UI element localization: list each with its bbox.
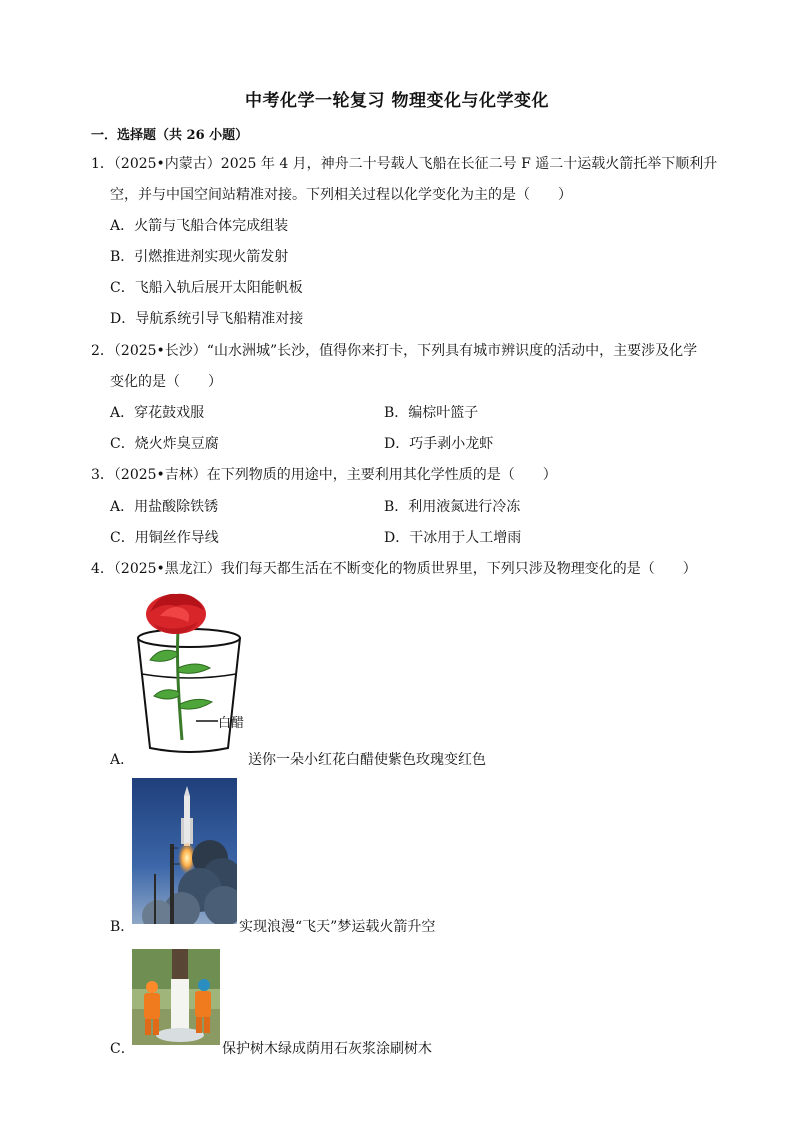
question-2-line-2: 变化的是（ ） bbox=[110, 374, 222, 390]
question-2-option-a[interactable]: A．穿花鼓戏服 bbox=[110, 405, 205, 421]
question-1-option-d[interactable]: D．导航系统引导飞船精准对接 bbox=[110, 311, 304, 327]
question-3-option-d[interactable]: D．干冰用于人工增雨 bbox=[384, 530, 522, 546]
question-4-option-c-caption: 保护树木绿成荫用石灰浆涂刷树木 bbox=[222, 1041, 432, 1057]
section-heading: 一．选择题（共 26 小题） bbox=[91, 128, 249, 143]
question-1-line-2: 空，并与中国空间站精准对接。下列相关过程以化学变化为主的是（ ） bbox=[110, 187, 572, 203]
question-2-option-c[interactable]: C．烧火炸臭豆腐 bbox=[110, 436, 219, 452]
question-2-line-1: 2．（2025•长沙）“山水洲城”长沙，值得你来打卡，下列具有城市辨识度的活动中，主要涉及化学 bbox=[91, 343, 698, 359]
question-3-option-c[interactable]: C．用铜丝作导线 bbox=[110, 530, 219, 546]
question-4-option-a-letter[interactable]: A． bbox=[110, 752, 135, 768]
question-2-option-b[interactable]: B．编棕叶篮子 bbox=[384, 405, 479, 421]
question-4-option-a-caption: 送你一朵小红花白醋使紫色玫瑰变红色 bbox=[248, 752, 486, 768]
question-1-line-1: 1．（2025•内蒙古）2025 年 4 月，神舟二十号载人飞船在长征二号 F 遥二十运载火箭托举下顺利升 bbox=[91, 156, 718, 172]
rose-in-vinegar-image bbox=[130, 590, 250, 758]
question-1-option-a[interactable]: A．火箭与飞船合体完成组装 bbox=[110, 218, 289, 234]
page-title: 中考化学一轮复习 物理变化与化学变化 bbox=[245, 91, 549, 111]
question-4-option-b-letter[interactable]: B． bbox=[110, 919, 135, 935]
tree-whitewash-image bbox=[132, 949, 220, 1045]
question-4-line-1: 4．（2025•黑龙江）我们每天都生活在不断变化的物质世界里，下列只涉及物理变化的是（ ） bbox=[91, 561, 697, 577]
question-1-option-b[interactable]: B．引燃推进剂实现火箭发射 bbox=[110, 249, 289, 265]
question-2-option-d[interactable]: D．巧手剥小龙虾 bbox=[384, 436, 494, 452]
vinegar-label: 白醋 bbox=[218, 716, 245, 731]
question-4-option-b-caption: 实现浪漫“飞天”梦运载火箭升空 bbox=[239, 919, 436, 935]
question-3-option-a[interactable]: A．用盐酸除铁锈 bbox=[110, 499, 219, 515]
question-3-line-1: 3．（2025•吉林）在下列物质的用途中，主要利用其化学性质的是（ ） bbox=[91, 467, 557, 483]
rocket-launch-image bbox=[132, 778, 237, 924]
question-1-option-c[interactable]: C．飞船入轨后展开太阳能帆板 bbox=[110, 280, 303, 296]
question-4-option-c-letter[interactable]: C． bbox=[110, 1041, 135, 1057]
question-3-option-b[interactable]: B．利用液氮进行冷冻 bbox=[384, 499, 521, 515]
